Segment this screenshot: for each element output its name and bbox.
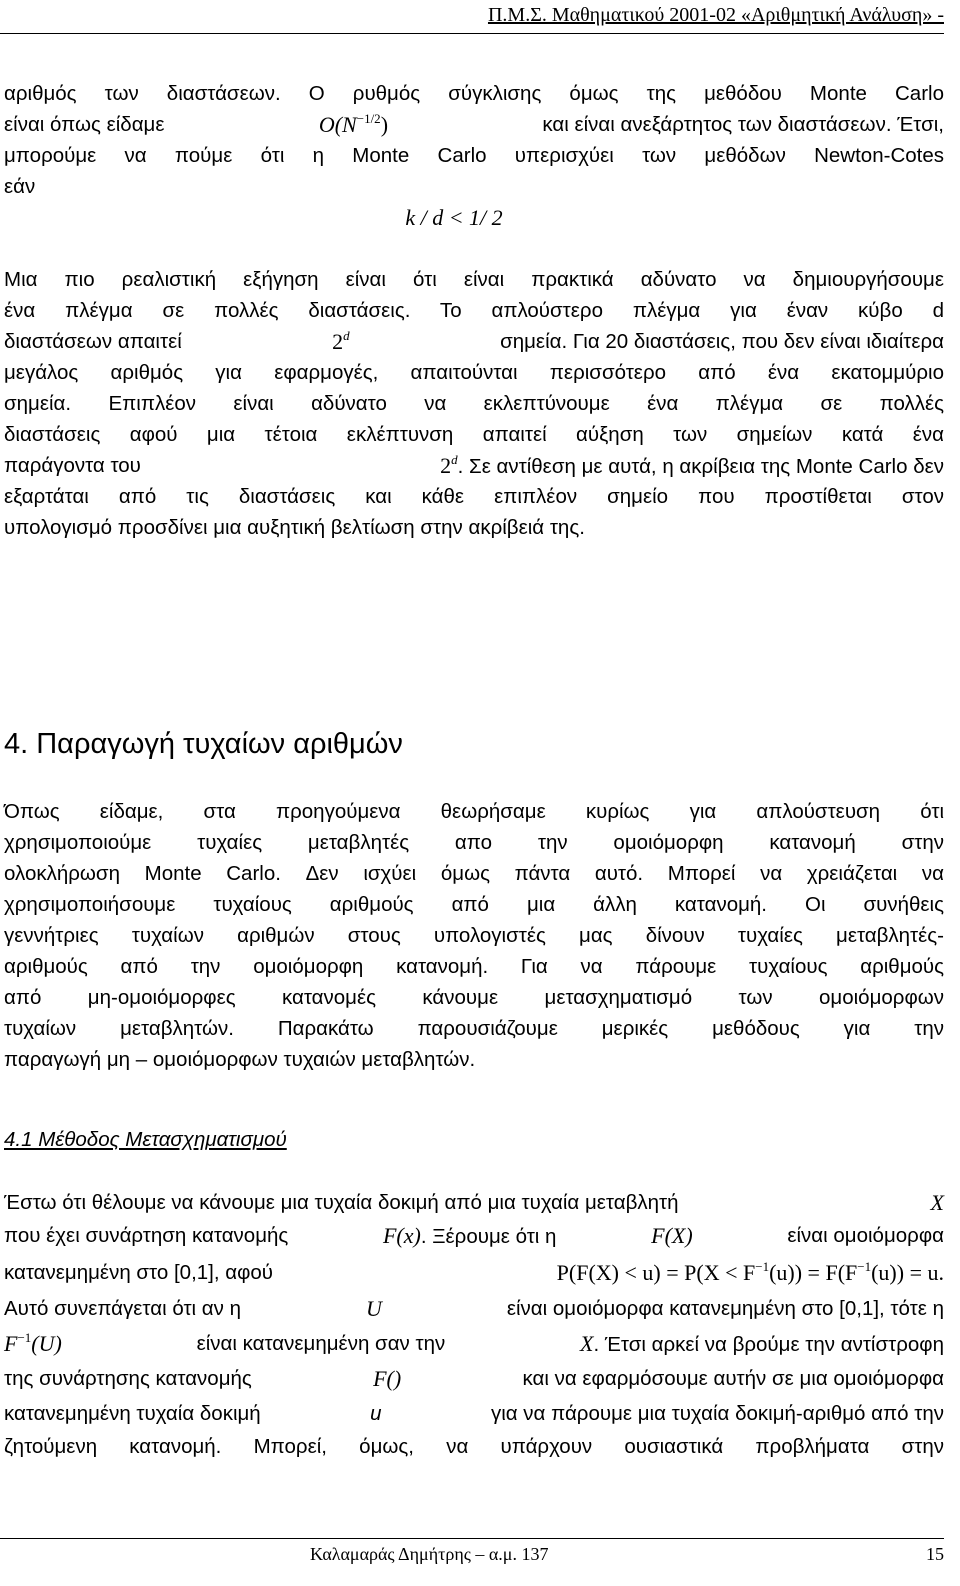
text-line: από μη-ομοιόμορφες κατανομές κάνουμε μετασχηματισμό των ομοιόμορφων <box>4 986 944 1009</box>
section-heading: 4. Παραγωγή τυχαίων αριθμών <box>4 728 403 760</box>
big-o-formula: $O(N^{-1/2})$ <box>318 111 389 137</box>
text-line: είναι όπως είδαμε $O(N^{-1/2})$ και είναι ανεξάρτητος των διαστάσεων. Έτσι, <box>4 109 944 140</box>
text-line: διαστάσεις αφού μια τέτοια εκλέπτυνση απαιτεί αύξηση των σημείων κατά ένα <box>4 423 944 446</box>
text-line: παράγοντα του 2$^d$. Σε αντίθεση με αυτά, η ακρίβεια της Monte Carlo δεν <box>4 450 944 481</box>
text-line: μεγάλος αριθμός για εφαρμογές, απαιτούνται περισσότερο από ένα εκατομμύριο <box>4 361 944 384</box>
text-line: διαστάσεων απαιτεί 2$^d$ σημεία. Για 20 διαστάσεις, που δεν είναι ιδιαίτερα <box>4 326 944 357</box>
paragraph-random-numbers <box>4 796 944 1075</box>
text-line: της συνάρτησης κατανομής F() και να εφαρμόσουμε αυτήν σε μια ομοιόμορφα <box>4 1366 944 1391</box>
text-line: τυχαίων μεταβλητών. Παρακάτω παρουσιάζουμε μερικές μεθόδους για την <box>4 1017 944 1040</box>
text-line: $F^{-1}(U)$ είναι κατανεμημένη σαν την X. Έτσι αρκεί να βρούμε την αντίστροφη <box>4 1325 944 1362</box>
text-line: παραγωγή μη – ομοιόμορφων τυχαιών μεταβλητών. <box>4 1048 476 1071</box>
text-line: κατανεμημένη τυχαία δοκιμή u για να πάρουμε μια τυχαία δοκιμή-αριθμό από την <box>4 1402 944 1425</box>
text-line: αριθμούς από την ομοιόμορφη κατανομή. Για να πάρουμε τυχαίους αριθμούς <box>4 955 944 978</box>
text-line: που έχει συνάρτηση κατανομής F(x). Ξέρουμε ότι η F(X) είναι ομοιόμορφα <box>4 1223 944 1248</box>
text-line: ζητούμενη κατανομή. Μπορεί, όμως, να υπάρχουν ουσιαστικά προβλήματα στην <box>4 1435 944 1458</box>
text-line: εάν <box>4 175 36 198</box>
text-line: χρησιμοποιήσουμε τυχαίους αριθμούς από μια άλλη κατανομή. Οι συνήθεις <box>4 893 944 916</box>
text-line: γεννήτριες τυχαίων αριθμών στους υπολογιστές μας δίνουν τυχαίες μεταβλητές- <box>4 924 944 947</box>
text-line: ολοκλήρωση Monte Carlo. Δεν ισχύει όμως πάντα αυτό. Μπορεί να χρειάζεται να <box>4 862 944 885</box>
display-formula: k / d < 1/ 2 <box>405 205 503 230</box>
text-line: εξαρτάται από τις διαστάσεις και κάθε επιπλέον σημείο που προστίθεται στον <box>4 485 944 508</box>
text-line: Αυτό συνεπάγεται ότι αν η U είναι ομοιόμορφα κατανεμημένη στο [0,1], τότε η <box>4 1296 944 1321</box>
probability-equation: $P(F(X) < u) = P(X < F^{-1}(u)) = F(F^{-1}(u)) = u$. <box>556 1259 944 1285</box>
inverse-formula: $F^{-1}(U)$ <box>4 1330 62 1356</box>
text-line: σημεία. Επιπλέον είναι αδύνατο να εκλεπτύνουμε ένα πλέγμα σε πολλές <box>4 392 944 415</box>
page-number: 15 <box>926 1544 944 1564</box>
text-line: ένα πλέγμα σε πολλές διαστάσεις. Το απλούστερο πλέγμα για έναν κύβο d <box>4 299 944 322</box>
text-line: μπορούμε να πούμε ότι η Monte Carlo υπερισχύει των μεθόδων Newton-Cotes <box>4 144 944 167</box>
paragraph-convergence <box>4 78 944 233</box>
power-formula: 2$^d$ <box>332 328 350 354</box>
text-line: Έστω ότι θέλουμε να κάνουμε μια τυχαία δοκιμή από μια τυχαία μεταβλητή X <box>4 1190 944 1215</box>
header-rule <box>0 33 944 34</box>
footer-author: Καλαμαράς Δημήτρης – α.μ. 137 <box>310 1544 549 1564</box>
footer-rule <box>0 1538 944 1539</box>
paragraph-transformation <box>4 1186 944 1461</box>
paragraph-grid <box>4 264 944 543</box>
subsection-heading: 4.1 Μέθοδος Μετασχηματισμού <box>4 1128 287 1151</box>
text-line: Μια πιο ρεαλιστική εξήγηση είναι ότι είναι πρακτικά αδύνατο να δημιουργήσουμε <box>4 268 944 291</box>
text-line: κατανεμημένη στο [0,1], αφού $P(F(X) < u) = P(X < F^{-1}(u)) = F(F^{-1}(u)) = u$. <box>4 1252 944 1292</box>
power-formula: 2$^d$. Σε αντίθεση με αυτά, η ακρίβεια της Monte Carlo δεν <box>440 452 944 478</box>
text-line: χρησιμοποιούμε τυχαίες μεταβλητές απο την ομοιόμορφη κατανομή στην <box>4 831 944 854</box>
running-header: Π.Μ.Σ. Μαθηματικού 2001-02 «Αριθμητική Ανάλυση» - <box>487 4 944 26</box>
text-line: υπολογισμό προσδίνει μια αυξητική βελτίωση στην ακρίβειά της. <box>4 516 585 539</box>
text-line: αριθμός των διαστάσεων. Ο ρυθμός σύγκλισης όμως της μεθόδου Monte Carlo <box>4 82 944 105</box>
text-line: Όπως είδαμε, στα προηγούμενα θεωρήσαμε κυρίως για απλούστευση ότι <box>4 800 944 823</box>
